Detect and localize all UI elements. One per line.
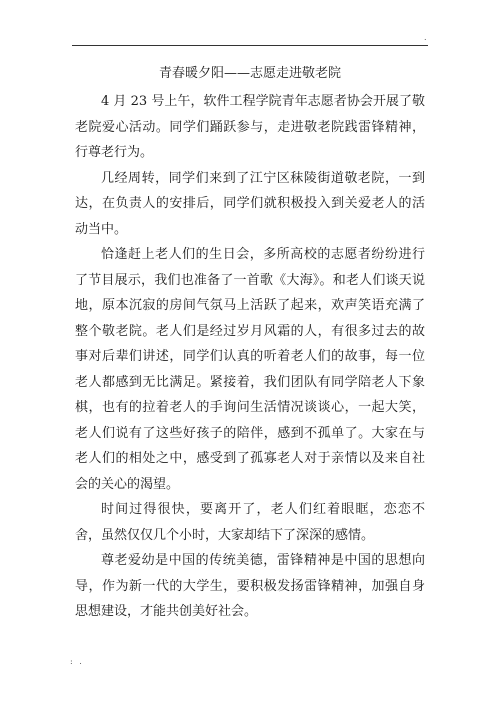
footer-mark: : .: [70, 657, 84, 666]
paragraph-activities: 恰逢赶上老人们的生日会，多所高校的志愿者纷纷进行了节目展示，我们也准备了一首歌《大海》。和老人们谈天说地，原本沉寂的房间气氛马上活跃了起来，欢声笑语充满了整个敬老院。老人们是经过岁月风霜的人，有很多过去的故事对后辈们讲述，同学们认真的听着老人们的故事，每一位老人都感到无比满足。紧接着，我们团队有同学陪老人下象棋，也有的拉着老人的手询问生活情况谈谈心，一起大笑，老人们说有了这些好孩子的陪伴，感到不孤单了。大家在与老人们的相处之中，感受到了孤寡老人对于亲情以及来自社会的关心的渴望。: [75, 247, 425, 492]
paragraph-intro: 4 月 23 号上午，软件工程学院青年志愿者协会开展了敬老院爱心活动。同学们踊跃参与，走进敬老院践雷锋精神，行尊老行为。: [75, 94, 425, 160]
document-body: [75, 63, 425, 625]
header-divider: [72, 45, 428, 46]
header-mark: .: [424, 33, 427, 42]
paragraph-arrival: 几经周转，同学们来到了江宁区秣陵街道敬老院，一到达，在负责人的安排后，同学们就积极投入到关爱老人的活动当中。: [75, 170, 425, 237]
paragraph-conclusion: 尊老爱幼是中国的传统美德，雷锋精神是中国的思想向导，作为新一代的大学生，要积极发扬雷锋精神，加强自身思想建设，才能共创美好社会。: [75, 553, 425, 619]
document-title: 青春暖夕阳——志愿走进敬老院: [158, 66, 341, 81]
paragraph-farewell: 时间过得很快，要离开了，老人们红着眼眶，恋恋不舍，虽然仅仅几个小时，大家却结下了深深的感情。: [75, 502, 425, 543]
